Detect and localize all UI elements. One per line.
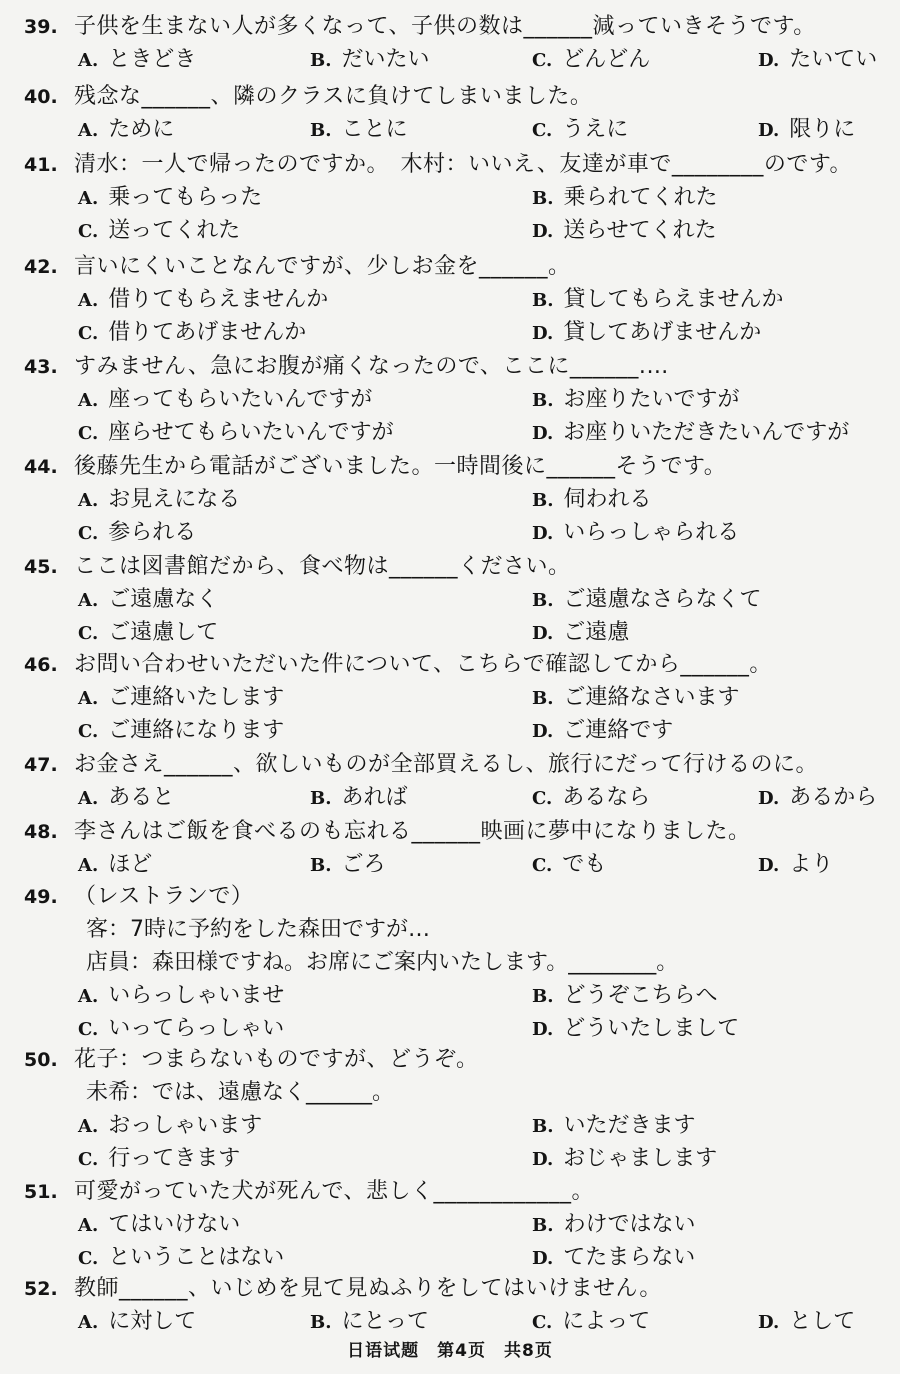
question-number: 40. <box>24 86 58 108</box>
question-number: 42. <box>24 256 58 278</box>
question-number: 43. <box>24 356 58 378</box>
question-stem: 後藤先生から電話がございました。一時間後に______そうです。 <box>74 454 727 479</box>
option-c[interactable]: C. どんどん <box>532 47 651 72</box>
option-row <box>0 181 900 214</box>
question-stem: （レストランで） <box>74 884 254 909</box>
option-a[interactable]: A. に対して <box>78 1309 197 1334</box>
option-a[interactable]: A. ほど <box>78 852 153 877</box>
option-a[interactable]: A. いらっしゃいませ <box>78 983 285 1008</box>
option-a[interactable]: A. 乗ってもらった <box>78 185 263 210</box>
option-row <box>0 979 900 1012</box>
page-footer: 日语试题 第4页 共8页 <box>347 1341 553 1361</box>
option-row <box>0 781 900 814</box>
option-row <box>0 1305 900 1338</box>
option-row <box>0 848 900 881</box>
question-stem: お問い合わせいただいた件について、こちらで確認してから______。 <box>74 652 772 677</box>
question-number: 49. <box>24 886 58 908</box>
option-b[interactable]: B. どうぞこちらへ <box>532 983 718 1008</box>
option-row <box>0 1012 900 1045</box>
option-a[interactable]: A. おっしゃいます <box>78 1113 263 1138</box>
option-row <box>0 383 900 416</box>
question-stem: 花子：つまらないものですが、どうぞ。 <box>74 1047 479 1072</box>
question-number: 50. <box>24 1049 58 1071</box>
option-d[interactable]: D. ご遠慮 <box>532 620 630 645</box>
option-a[interactable]: A. 座ってもらいたいんですが <box>78 387 373 412</box>
option-b[interactable]: B. ご遠慮なさらなくて <box>532 587 762 612</box>
option-c[interactable]: C. 送ってくれた <box>78 218 241 243</box>
option-c[interactable]: C. いってらっしゃい <box>78 1016 285 1041</box>
option-b[interactable]: B. あれば <box>310 785 408 810</box>
option-row <box>0 416 900 449</box>
dialogue-line: 未希：では、遠慮なく______。 <box>86 1080 395 1105</box>
option-d[interactable]: D. 貸してあげませんか <box>532 320 762 345</box>
question-40 <box>0 80 900 146</box>
option-row <box>0 1109 900 1142</box>
option-b[interactable]: B. 貸してもらえませんか <box>532 287 784 312</box>
option-c[interactable]: C. ということはない <box>78 1245 285 1270</box>
option-d[interactable]: D. として <box>758 1309 856 1334</box>
option-a[interactable]: A. あると <box>78 785 175 810</box>
option-c[interactable]: C. 座らせてもらいたいんですが <box>78 420 394 445</box>
option-a[interactable]: A. ご連絡いたします <box>78 685 285 710</box>
question-number: 39. <box>24 16 58 38</box>
option-b[interactable]: B. わけではない <box>532 1212 696 1237</box>
option-d[interactable]: D. いらっしゃられる <box>532 520 740 545</box>
question-stem: 子供を生まない人が多くなって、子供の数は______減っていきそうです。 <box>74 14 816 39</box>
option-b[interactable]: B. いただきます <box>532 1113 696 1138</box>
option-d[interactable]: D. どういたしまして <box>532 1016 740 1041</box>
question-number: 45. <box>24 556 58 578</box>
option-d[interactable]: D. あるから <box>758 785 878 810</box>
option-a[interactable]: A. ご遠慮なく <box>78 587 219 612</box>
question-stem: ここは図書館だから、食べ物は______ください。 <box>74 554 571 579</box>
option-c[interactable]: C. うえに <box>532 117 629 142</box>
option-b[interactable]: B. 伺われる <box>532 487 652 512</box>
question-43 <box>0 350 900 449</box>
option-row <box>0 113 900 146</box>
option-c[interactable]: C. 参られる <box>78 520 197 545</box>
option-a[interactable]: A. ときどき <box>78 47 197 72</box>
dialogue-line: 客：7時に予約をした森田ですが… <box>86 917 430 942</box>
question-number: 44. <box>24 456 58 478</box>
option-a[interactable]: A. 借りてもらえませんか <box>78 287 329 312</box>
option-c[interactable]: C. 借りてあげませんか <box>78 320 307 345</box>
question-number: 52. <box>24 1278 58 1300</box>
question-stem: 李さんはご飯を食べるのも忘れる______映画に夢中になりました。 <box>74 819 751 844</box>
option-b[interactable]: B. ご連絡なさいます <box>532 685 740 710</box>
question-number: 51. <box>24 1181 58 1203</box>
option-c[interactable]: C. によって <box>532 1309 651 1334</box>
option-b[interactable]: B. ことに <box>310 117 408 142</box>
question-42 <box>0 250 900 349</box>
option-c[interactable]: C. 行ってきます <box>78 1146 241 1171</box>
option-row <box>0 714 900 747</box>
option-d[interactable]: D. 送らせてくれた <box>532 218 717 243</box>
question-48 <box>0 815 900 881</box>
option-d[interactable]: D. おじゃまします <box>532 1146 718 1171</box>
dialogue-line: 店員：森田様ですね。お席にご案内いたします。________。 <box>86 950 679 975</box>
option-c[interactable]: C. あるなら <box>532 785 651 810</box>
question-number: 41. <box>24 154 58 176</box>
question-stem: 可愛がっていた犬が死んで、悲しく____________。 <box>74 1179 595 1204</box>
option-a[interactable]: A. てはいけない <box>78 1212 241 1237</box>
option-b[interactable]: B. だいたい <box>310 47 430 72</box>
option-d[interactable]: D. ご連絡です <box>532 718 674 743</box>
question-41 <box>0 148 900 247</box>
option-d[interactable]: D. たいてい <box>758 47 878 72</box>
option-row <box>0 681 900 714</box>
option-b[interactable]: B. にとって <box>310 1309 430 1334</box>
question-number: 47. <box>24 754 58 776</box>
option-d[interactable]: D. お座りいただきたいんですが <box>532 420 850 445</box>
option-row <box>0 214 900 247</box>
option-a[interactable]: A. ために <box>78 117 175 142</box>
question-number: 46. <box>24 654 58 676</box>
option-a[interactable]: A. お見えになる <box>78 487 241 512</box>
question-46 <box>0 648 900 747</box>
question-number: 48. <box>24 821 58 843</box>
question-stem: 言いにくいことなんですが、少しお金を______。 <box>74 254 571 279</box>
question-stem: すみません、急にお腹が痛くなったので、ここに______.… <box>74 354 669 379</box>
option-c[interactable]: C. ご連絡になります <box>78 718 285 743</box>
question-47 <box>0 748 900 814</box>
option-c[interactable]: C. ご遠慮して <box>78 620 219 645</box>
option-row <box>0 1208 900 1241</box>
option-row <box>0 616 900 649</box>
question-52 <box>0 1272 900 1338</box>
question-51 <box>0 1175 900 1274</box>
question-49 <box>0 880 900 1045</box>
option-row <box>0 583 900 616</box>
option-b[interactable]: B. ごろ <box>310 852 386 877</box>
question-44 <box>0 450 900 549</box>
question-39 <box>0 10 900 76</box>
option-row <box>0 1241 900 1274</box>
option-c[interactable]: C. でも <box>532 852 607 877</box>
option-row <box>0 1142 900 1175</box>
option-row <box>0 316 900 349</box>
question-50 <box>0 1043 900 1175</box>
question-stem: 清水：一人で帰ったのですか。 木村：いいえ、友達が車で________のです。 <box>74 152 853 177</box>
question-45 <box>0 550 900 649</box>
question-stem: 残念な______、隣のクラスに負けてしまいました。 <box>74 84 593 109</box>
option-row <box>0 483 900 516</box>
option-d[interactable]: D. 限りに <box>758 117 856 142</box>
option-row <box>0 516 900 549</box>
option-d[interactable]: D. より <box>758 852 834 877</box>
question-stem: 教師______、いじめを見て見ぬふりをしてはいけません。 <box>74 1276 662 1301</box>
option-row <box>0 43 900 76</box>
option-b[interactable]: B. 乗られてくれた <box>532 185 718 210</box>
option-row <box>0 283 900 316</box>
question-stem: お金さえ______、欲しいものが全部買えるし、旅行にだって行けるのに。 <box>74 752 819 777</box>
option-b[interactable]: B. お座りたいですが <box>532 387 740 412</box>
option-d[interactable]: D. てたまらない <box>532 1245 696 1270</box>
